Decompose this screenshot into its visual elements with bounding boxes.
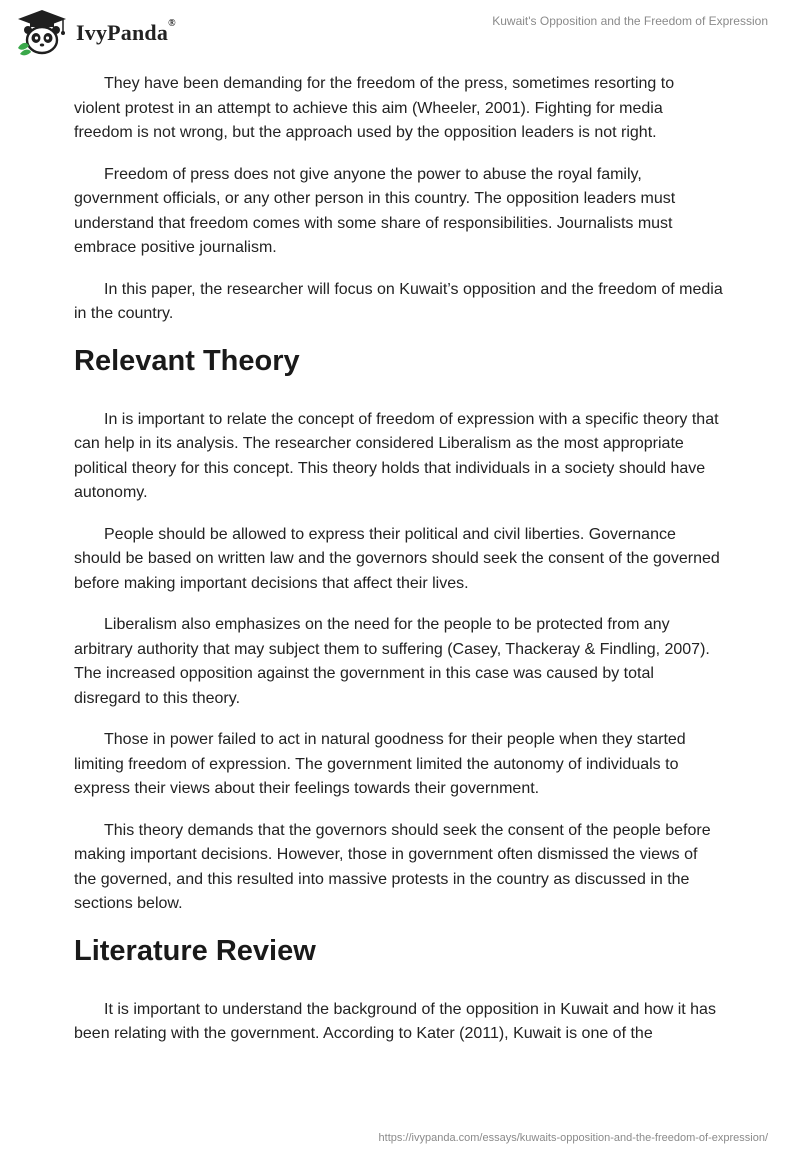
page-header [0,0,800,60]
paragraph-5: People should be allowed to express their political and civil liberties. Governance should be based on written law and the governors should seek the consent of the governed before making important decisions that affect their lives. [74,525,720,592]
document-title: Kuwait's Opposition and the Freedom of Expression [492,14,768,28]
paragraph-2: Freedom of press does not give anyone the power to abuse the royal family, government officials, or any other person in this country. The opposition leaders must understand that freedom comes with some share of responsibilities. Journalists must embrace positive journalism. [74,165,676,256]
paragraph-8: This theory demands that the governors should seek the consent of the people before making important decisions. However, those in government often dismissed the views of the governed, and this resulted into massive protests in the country as discussed in the sections below. [74,821,711,912]
heading-literature-review: Literature Review [74,934,316,967]
heading-relevant-theory: Relevant Theory [74,344,300,377]
source-url-link[interactable]: https://ivypanda.com/essays/kuwaits-opposition-and-the-freedom-of-expression/ [378,1132,768,1144]
essay-content [74,72,724,1064]
paragraph-6: Liberalism also emphasizes on the need for the people to be protected from any arbitrary authority that may subject them to suffering (Casey, Thackeray & Findling, 2007). The increased opposition against the government in this case was caused by total disregard to this theory. [74,616,710,707]
panda-graduate-icon [14,8,70,56]
paragraph-7: Those in power failed to act in natural goodness for their people when they started limiting freedom of expression. The government limited the autonomy of individuals to express their views about their feelings towards their government. [74,731,686,797]
ivypanda-logo[interactable] [14,8,176,56]
paragraph-9: It is important to understand the background of the opposition in Kuwait and how it has been relating with the government. According to Kater (2011), Kuwait is one of the [74,1000,716,1042]
paragraph-3: In this paper, the researcher will focus on Kuwait’s opposition and the freedom of media in the country. [74,280,723,322]
logo-registered-mark: ® [168,18,176,29]
paragraph-1: They have been demanding for the freedom of the press, sometimes resorting to violent protest in an attempt to achieve this aim (Wheeler, 2001). Fighting for media freedom is not wrong, but the approach used by the opposition leaders is not right. [74,75,675,141]
logo-text: IvyPanda [76,20,169,45]
paragraph-4: In is important to relate the concept of freedom of expression with a specific theory that can help in its analysis. The researcher considered Liberalism as the most appropriate political theory for this concept. This theory holds that individuals in a society should have autonomy. [74,410,719,501]
logo-wordmark [76,20,176,46]
